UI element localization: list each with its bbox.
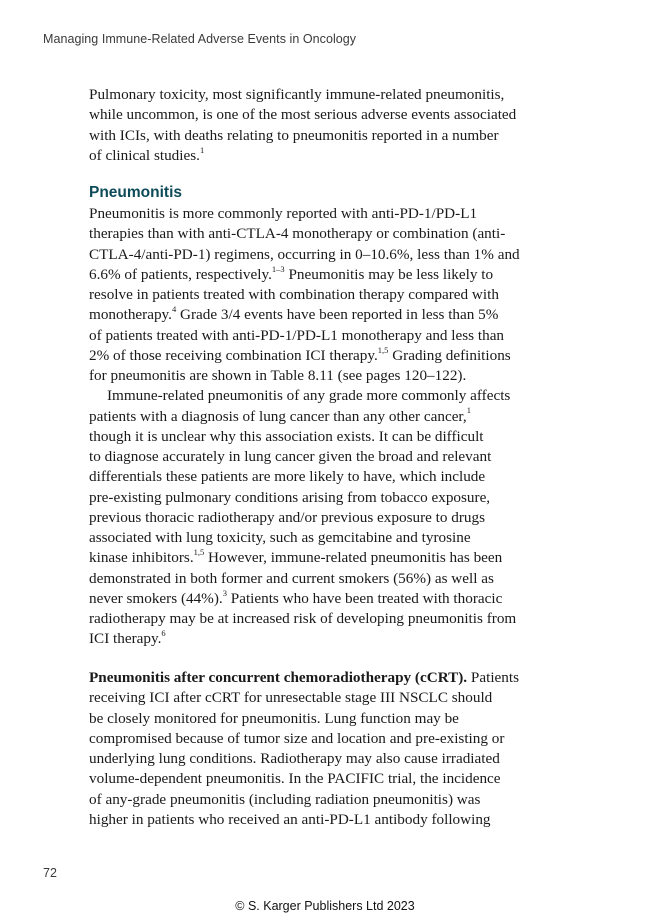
reference-superscript: 1,5 bbox=[193, 547, 205, 558]
text-line: compromised because of tumor size and location and pre-existing or bbox=[89, 729, 505, 747]
copyright-notice: © S. Karger Publishers Ltd 2023 bbox=[235, 899, 415, 913]
text-line: demonstrated in both former and current smokers (56%) as well as bbox=[89, 569, 494, 587]
intro-paragraph bbox=[89, 85, 559, 166]
reference-superscript: 6 bbox=[161, 628, 166, 639]
text-line: monotherapy.$^4$ Grade 3/4 events have been reported in less than 5% bbox=[89, 304, 499, 324]
text-line: 2% of those receiving combination ICI therapy.$^{1,5}$ Grading definitions bbox=[89, 344, 511, 364]
text-line: previous thoracic radiotherapy and/or previous exposure to drugs bbox=[89, 508, 486, 526]
text-line: be closely monitored for pneumonitis. Lung function may be bbox=[89, 709, 459, 727]
text-line: patients with a diagnosis of lung cancer than any other cancer,$^1$ bbox=[89, 405, 471, 425]
text-line: kinase inhibitors.$^{1,5}$ However, immune-related pneumonitis has been bbox=[89, 547, 503, 567]
text-line: of any-grade pneumonitis (including radiation pneumonitis) was bbox=[89, 790, 481, 808]
text-line: therapies than with anti-CTLA-4 monotherapy or combination (anti- bbox=[89, 225, 506, 243]
text-line: underlying lung conditions. Radiotherapy may also cause irradiated bbox=[89, 750, 500, 767]
text-line: receiving ICI after cCRT for unresectable stage III NSCLC should bbox=[89, 689, 493, 707]
text-line: higher in patients who received an anti-PD-L1 antibody following bbox=[89, 810, 491, 828]
text-line: ICI therapy.$^6$ bbox=[89, 628, 166, 648]
text-line: of clinical studies.$^1$ bbox=[89, 144, 205, 164]
text-line: though it is unclear why this association exists. It can be difficult bbox=[89, 427, 484, 445]
text-line: with ICIs, with deaths relating to pneumonitis reported in a number bbox=[89, 126, 499, 144]
text-line: Pulmonary toxicity, most significantly immune-related pneumonitis, bbox=[89, 86, 505, 103]
text-line: differentials these patients are more likely to have, which include bbox=[89, 468, 486, 486]
text-line: Pneumonitis after concurrent chemoradiotherapy (cCRT). Patients bbox=[89, 669, 519, 686]
text-line: Pneumonitis is more commonly reported with anti-PD-1/PD-L1 bbox=[89, 205, 478, 222]
cCRT-paragraph bbox=[89, 668, 559, 830]
text-line: while uncommon, is one of the most serious adverse events associated bbox=[89, 106, 517, 124]
text-line: pre-existing pulmonary conditions arising from tobacco exposure, bbox=[89, 488, 491, 506]
text-line: volume-dependent pneumonitis. In the PACIFIC trial, the incidence bbox=[89, 770, 501, 788]
text-line: radiotherapy may be at increased risk of developing pneumonitis from bbox=[89, 610, 517, 627]
text-line: resolve in patients treated with combination therapy compared with bbox=[89, 286, 499, 303]
text-line: to diagnose accurately in lung cancer given the broad and relevant bbox=[89, 448, 492, 465]
reference-superscript: 1 bbox=[466, 405, 471, 416]
page-number: 72 bbox=[43, 866, 57, 880]
text-line: never smokers (44%).$^3$ Patients who have been treated with thoracic bbox=[89, 587, 503, 607]
text-line: for pneumonitis are shown in Table 8.11 (see pages 120–122). bbox=[89, 367, 467, 384]
reference-superscript: 1–3 bbox=[271, 263, 285, 274]
run-in-heading: Pneumonitis after concurrent chemoradiotherapy (cCRT). bbox=[89, 669, 468, 686]
text-line: Immune-related pneumonitis of any grade more commonly affects bbox=[107, 387, 511, 405]
text-line: CTLA-4/anti-PD-1) regimens, occurring in 0–10.6%, less than 1% and bbox=[89, 245, 520, 263]
text-line: associated with lung toxicity, such as gemcitabine and tyrosine bbox=[89, 529, 471, 546]
reference-superscript: 3 bbox=[222, 587, 227, 598]
section-heading: Pneumonitis bbox=[89, 184, 183, 201]
pneumonitis-paragraph-1 bbox=[89, 204, 559, 650]
running-header: Managing Immune-Related Adverse Events in Oncology bbox=[43, 32, 357, 46]
text-line: 6.6% of patients, respectively.$^{1-3}$ Pneumonitis may be less likely to bbox=[89, 263, 494, 283]
reference-superscript: 4 bbox=[171, 304, 177, 315]
text-line: of patients treated with anti-PD-1/PD-L1 monotherapy and less than bbox=[89, 326, 505, 344]
reference-superscript: 1,5 bbox=[377, 344, 389, 355]
reference-superscript: 1 bbox=[199, 144, 205, 155]
